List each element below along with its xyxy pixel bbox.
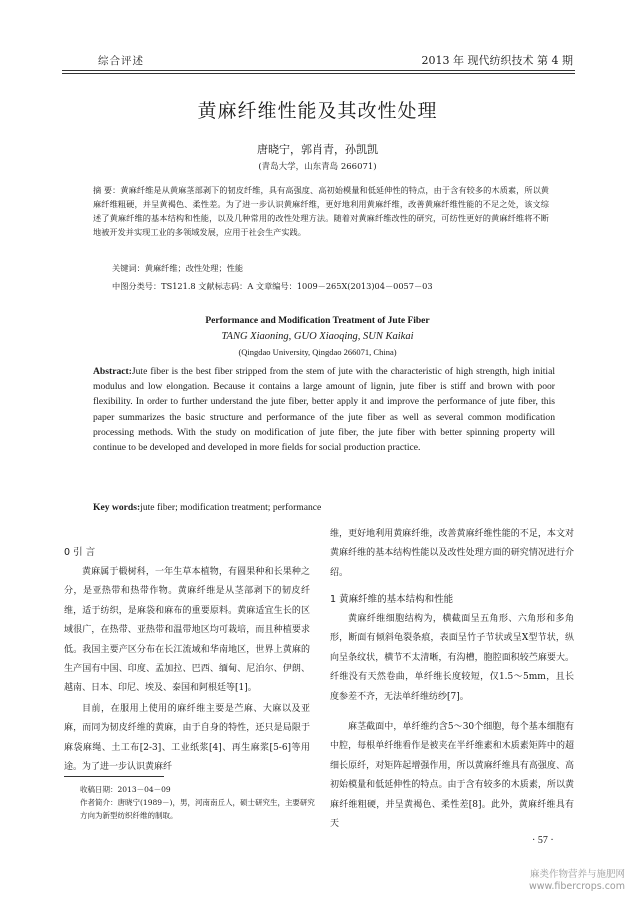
right-col-paragraph-0: 维，更好地利用黄麻纤维，改善黄麻纤维性能的不足，本文对黄麻纤维的基本结构性能以及改性处理方面的研究情况进行介绍。 <box>330 529 574 578</box>
authors-en: TANG Xiaoning, GUO Xiaoqing, SUN Kaikai <box>221 331 414 342</box>
header-rule-thin <box>62 73 575 74</box>
left-col-paragraph-1: 黄麻属于椴树科，一年生草本植物，有圆果种和长果种之分，是亚热带和热带作物。黄麻纤维是从茎部剥下的韧皮纤维，适于纺织，是麻袋和麻布的重要原料。黄麻适宜生长的区域很广，在热带、亚热带和温带地区均可栽培，而且种植要求低。我国主要产区分布在长江流域和华南地区，世界上黄麻的生产国有中国、印度、孟加拉、巴西、缅甸、尼泊尔、伊朗、越南、日本、印尼、埃及、泰国和阿根廷等[1]。 <box>64 567 310 694</box>
page-number: · 57 · <box>532 835 554 846</box>
footnote-received: 收稿日期：2013－04－09 <box>80 785 171 794</box>
watermark-url: www.fibercrops.com <box>528 881 625 892</box>
section-1-heading: 1 黄麻纤维的基本结构和性能 <box>330 594 454 605</box>
abstract-cn: 摘 要：黄麻纤维是从黄麻茎部剥下的韧皮纤维，具有高强度、高初始模量和低延伸性的特点，由于含有较多的木质素，所以黄麻纤维粗硬，并呈黄褐色、柔性差。为了进一步认识黄麻纤维，更好地利用黄麻纤维，改善黄麻纤维性能的不足之处，该文综述了黄麻纤维的基本结构和性能，以及几种常用的改性处理方法。随着对黄麻纤维改性的研究，可纺性更好的黄麻纤维将不断地被开发并实现工业的多领域发展，应用于社会生产实践。 <box>93 185 549 237</box>
header-rule <box>62 70 575 71</box>
affiliation-en: (Qingdao University, Qingdao 266071, China) <box>238 347 397 357</box>
keywords-en-label: Key words: <box>93 502 141 513</box>
keywords-en-text: jute fiber; modification treatment; performance <box>140 502 322 513</box>
section-0-heading: 0 引 言 <box>64 547 96 558</box>
paper-title: 黄麻纤维性能及其改性处理 <box>197 100 438 122</box>
journal-issue: 2013 年 现代纺织技术 第 4 期 <box>421 54 573 67</box>
keywords-en <box>93 502 321 513</box>
watermark-site-name: 麻类作物营养与施肥网 <box>529 869 625 880</box>
classification-line: 中图分类号：TS121.8 文献标志码：A 文章编号：1009－265X(2013)04－0057－03 <box>112 281 433 291</box>
abstract-en-label: Abstract: <box>93 366 132 377</box>
footnote-rule <box>64 776 164 777</box>
right-col-paragraph-1: 黄麻纤维细胞结构为，横截面呈五角形、六角形和多角形，断面有倾斜龟裂条痕，表面呈竹子节状或呈X型节状，纵向呈条纹状，横节不太清晰，有沟槽，胞腔面积较苎麻要大。纤维没有天然卷曲，单纤维长度较短，仅1.5～5mm，且长度参差不齐，无法单纤维纺纱[7]。 <box>330 614 574 702</box>
title-en: Performance and Modification Treatment of Jute Fiber <box>205 316 430 326</box>
section-label: 综合评述 <box>98 55 144 67</box>
abstract-en <box>93 364 555 455</box>
right-col-paragraph-2: 麻茎截面中，单纤维约含5～30个细胞，每个基本细胞有中腔，每根单纤维看作是被夹在半纤维素和木质素矩阵中的超细长原纤，对矩阵起增强作用，所以黄麻纤维具有高强度、高初始模量和低延伸性的特点。由于含有较多的木质素，所以黄麻纤维粗硬，并呈黄褐色、柔性差[8]。此外，黄麻纤维具有天 <box>330 722 574 830</box>
keywords-cn: 关键词：黄麻纤维；改性处理；性能 <box>112 263 244 273</box>
footnote-author: 作者简介：唐晓宁(1989－)，男，河南南丘人，硕士研究生，主要研究方向为新型纺织纤维的制取。 <box>80 798 315 820</box>
affiliation: (青岛大学，山东青岛 266071) <box>258 162 377 172</box>
abstract-en-text: Jute fiber is the best fiber stripped from the stem of jute with the characteristic of high strength, high initial modulus and low elongation. Because it contains a large amount of lignin, jute fiber is stiff and brown with poor flexibility. In order to further understand the jute fiber, better apply it and improve the performance of jute fiber, this paper summarizes the basic structure and performance of the jute fiber as well as several common modification processing methods. With the study on modification of jute fiber, the jute fiber with better spinning property will continue to be developed and developed in more fields for social production practice. <box>93 366 555 454</box>
authors: 唐晓宁，郭肖青，孙凯凯 <box>257 143 378 156</box>
left-col-paragraph-2: 目前，在服用上使用的麻纤维主要是苎麻、大麻以及亚麻，而同为韧皮纤维的黄麻，由于自身的特性，还只是局限于麻袋麻绳、土工布[2-3]、工业纸浆[4]、再生麻浆[5-6]等用途。为了进一步认识黄麻纤 <box>64 704 310 773</box>
